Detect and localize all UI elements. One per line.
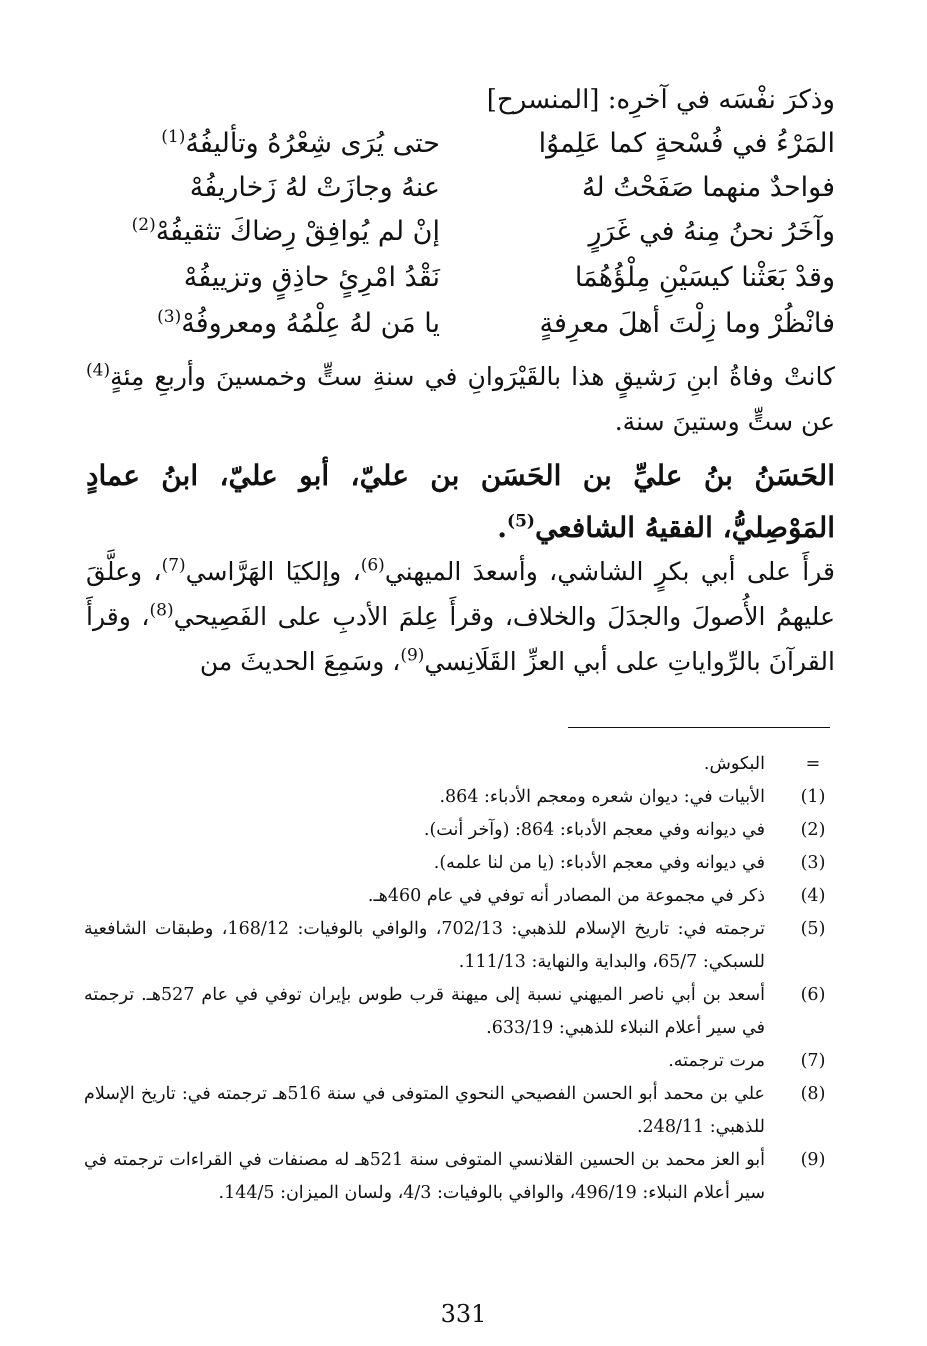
verse-first-hemistich: المَرْءُ في فُسْحةٍ كما عَلِموُا bbox=[538, 128, 835, 159]
footnote-text: في ديوانه وفي معجم الأدباء: (يا من لنا علمه). bbox=[433, 853, 765, 873]
footnote-item bbox=[84, 781, 835, 814]
page-number: 331 bbox=[440, 1300, 487, 1328]
footnote-ref: (4) bbox=[86, 360, 111, 381]
footnote-number: (1) bbox=[800, 787, 826, 807]
verse-first-hemistich: فانْظُرْ وما زِلْتَ أهلَ معرِفةٍ bbox=[539, 308, 835, 339]
footnote-text: الأبيات في: ديوان شعره ومعجم الأدباء: 864. bbox=[439, 787, 765, 807]
death-text: كانتْ وفاةُ ابنِ رَشيقٍ هذا بالقَيْرَوانِ في سنةِ ستٍّ وخمسينَ وأربعِ مِئةٍ bbox=[110, 362, 835, 391]
footnote-text: في ديوانه وفي معجم الأدباء: 864: (وآخر أنت). bbox=[423, 820, 765, 840]
footnote-number: (9) bbox=[800, 1150, 826, 1170]
poem-intro-line: وذكرَ نفْسَه في آخرِه: [المنسرح] bbox=[486, 85, 835, 115]
verse-line bbox=[88, 166, 835, 210]
verse-second-hemistich-text: يا مَن لهُ عِلْمُهُ ومعروفُهْ bbox=[181, 308, 440, 339]
death-text-end: عن ستٍّ وستينَ سنة. bbox=[614, 407, 835, 436]
footnote-number: (2) bbox=[800, 820, 826, 840]
verse-first-hemistich: وآخَرُ نحنُ مِنهُ في غَرَرٍ bbox=[588, 216, 835, 247]
footnote-item bbox=[84, 814, 835, 847]
footnote-text: أبو العز محمد بن الحسين القلانسي المتوفى سنة 521هـ له مصنفات في القراءات ترجمته في سير أعلام النبلاء: 496/19، والوافي بالوفيات: 4/3، ولسان الميزان: 144/5. bbox=[84, 1150, 766, 1203]
verse-line bbox=[88, 302, 835, 346]
verse-second-hemistich bbox=[157, 302, 440, 346]
footnote-text: ترجمته في: تاريخ الإسلام للذهبي: 702/13، والوافي بالوفيات: 168/12، وطبقات الشافعية للسبكي: 65/7، والبداية والنهاية: 111/13. bbox=[84, 919, 765, 972]
footnote-number: (6) bbox=[800, 985, 826, 1005]
verse-line bbox=[88, 256, 835, 300]
footnote-number: (3) bbox=[800, 853, 826, 873]
footnote-ref: (1) bbox=[161, 127, 186, 147]
bio-text: ، وسَمِعَ الحديثَ من bbox=[199, 647, 401, 676]
heading-end-mark: . bbox=[497, 511, 508, 544]
death-paragraph bbox=[86, 354, 835, 444]
footnote-text: البكوش. bbox=[703, 754, 765, 774]
verse-second-hemistich-text: حتى يُرَى شِعْرُهُ وتأليفُهُ bbox=[185, 128, 440, 159]
biography-heading bbox=[86, 450, 835, 554]
footnote-ref: (2) bbox=[131, 215, 156, 235]
bio-text: ، وإلكيَا الهَرَّاسي bbox=[185, 557, 361, 586]
footnote-item bbox=[84, 880, 835, 913]
verse-second-hemistich bbox=[184, 256, 440, 300]
footnote-item bbox=[84, 748, 835, 781]
verse-second-hemistich bbox=[161, 122, 440, 166]
footnote-text: علي بن محمد أبو الحسن الفصيحي النحوي المتوفى في سنة 516هـ ترجمته في: تاريخ الإسلام للذهبي: 248/11. bbox=[84, 1084, 765, 1137]
footnotes bbox=[84, 748, 835, 1210]
footnote-number: (7) bbox=[800, 1051, 826, 1071]
footnote-ref: (6) bbox=[360, 555, 385, 576]
verse-second-hemistich bbox=[190, 166, 440, 210]
footnote-item bbox=[84, 979, 835, 1045]
verse-first-hemistich: وقدْ بَعَثْنا كيسَيْنِ مِلْؤُهُمَا bbox=[574, 262, 835, 293]
footnote-separator bbox=[568, 727, 830, 728]
footnote-ref: (9) bbox=[400, 645, 425, 666]
footnote-number: (4) bbox=[800, 886, 826, 906]
footnote-text: ذكر في مجموعة من المصادر أنه توفي في عام 460هـ. bbox=[367, 886, 765, 906]
footnote-number: = bbox=[805, 754, 821, 774]
verse-second-hemistich bbox=[132, 210, 440, 254]
verse-second-hemistich-text: إنْ لم يُوافِقْ رِضاكَ تثقيفُهْ bbox=[155, 216, 440, 247]
footnote-item bbox=[84, 1144, 835, 1210]
verse-second-hemistich-text: نَقْدُ امْرِئٍ حاذِقٍ وتزييفُهْ bbox=[183, 262, 440, 293]
verse-line bbox=[88, 122, 835, 166]
bio-text: ، وقرأَ القرآنَ بالرِّواياتِ على أبي العزِّ القَلَانِسي bbox=[86, 602, 835, 676]
bio-text: قرأَ على أبي بكرٍ الشاشي، وأسعدَ الميهني bbox=[384, 557, 835, 586]
footnote-ref: (3) bbox=[157, 307, 182, 327]
verse-first-hemistich: فواحدٌ منهما صَفَحْتُ لهُ bbox=[581, 172, 835, 203]
footnote-ref: (5) bbox=[507, 511, 535, 532]
footnote-number: (5) bbox=[800, 919, 826, 939]
footnote-text: مرت ترجمته. bbox=[668, 1051, 765, 1071]
biography-paragraph bbox=[86, 549, 835, 684]
verse-second-hemistich-text: عنهُ وجازَتْ لهُ زَخاريفُهْ bbox=[189, 172, 440, 203]
footnote-item bbox=[84, 913, 835, 979]
footnote-item bbox=[84, 1045, 835, 1078]
footnote-ref: (8) bbox=[149, 600, 174, 621]
footnote-text: أسعد بن أبي ناصر الميهني نسبة إلى ميهنة قرب طوس بإيران توفي في عام 527هـ. ترجمته في سير أعلام النبلاء للذهبي: 633/19. bbox=[84, 985, 766, 1038]
footnote-item bbox=[84, 847, 835, 880]
bio-text: ، وعلَّقَ عليهمُ الأُصولَ والجدَلَ والخلاف، وقرأَ عِلمَ الأدبِ على الفَصِيحي bbox=[86, 557, 835, 631]
biography-heading-text: الحَسَنُ بنُ عليِّ بن الحَسَن بن عليّ، أبو عليّ، ابنُ عمادٍ المَوْصِليُّ، الفقيهُ الشافعي bbox=[86, 459, 835, 544]
footnote-ref: (7) bbox=[161, 555, 186, 576]
footnote-number: (8) bbox=[800, 1084, 826, 1104]
footnote-item bbox=[84, 1078, 835, 1144]
verse-line bbox=[88, 210, 835, 254]
